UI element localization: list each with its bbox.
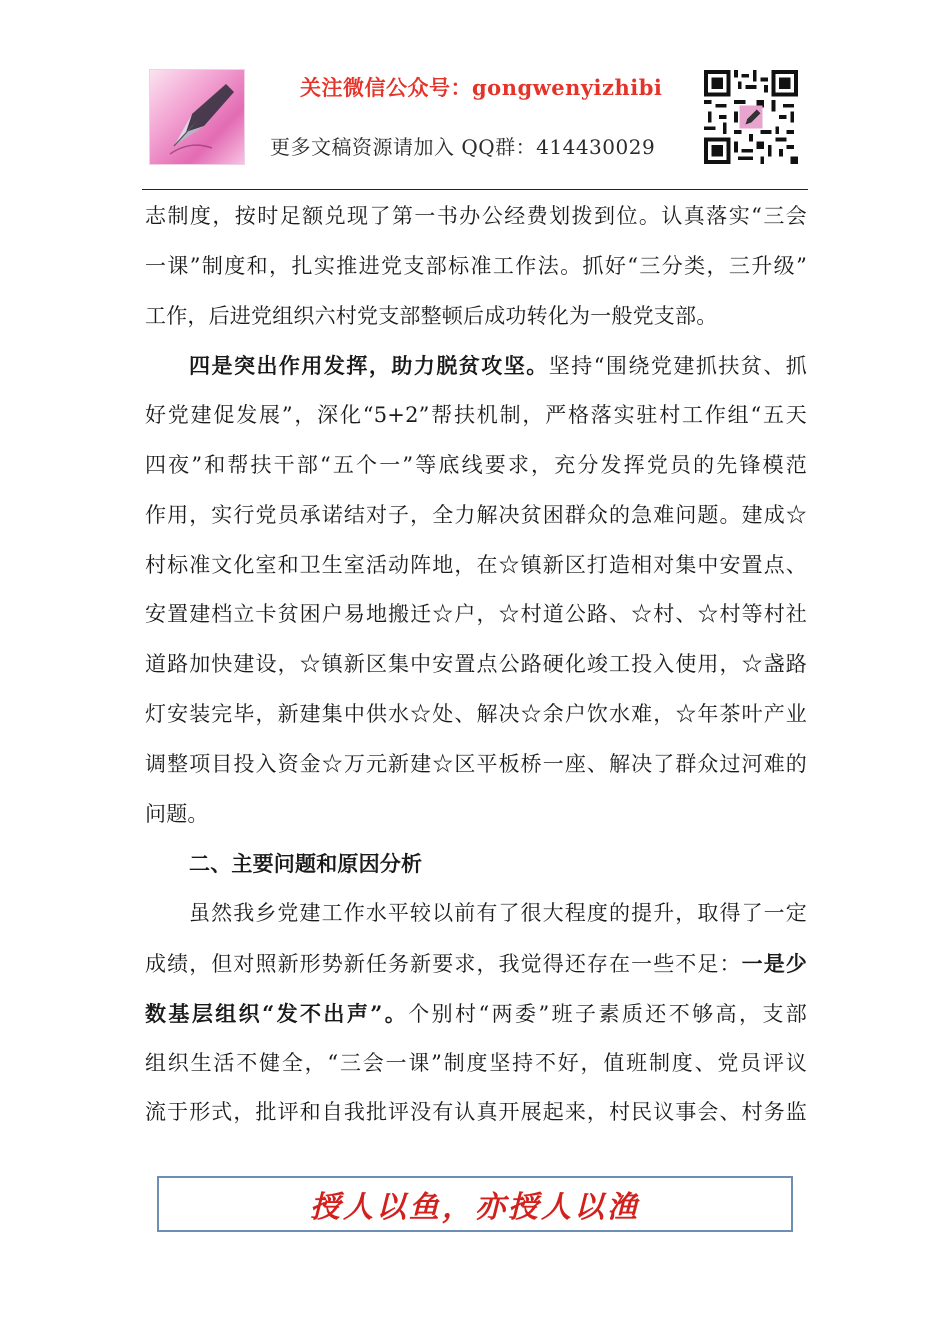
text-line xyxy=(145,292,807,342)
text-segment: 志制度，按时足额兑现了第一书办公经费划拨到位。认真落实“三会 xyxy=(145,204,807,228)
text-segment: 村标准文化室和卫生室活动阵地，在☆镇新区打造相对集中安置点、 xyxy=(145,552,807,577)
text-segment: 调整项目投入资金☆万元新建☆区平板桥一座、解决了群众过河难的 xyxy=(145,751,807,776)
footer-banner xyxy=(157,1176,793,1232)
qr-code-icon xyxy=(704,70,798,164)
text-line xyxy=(145,541,807,591)
text-line xyxy=(145,740,807,790)
banner-slogan: 授人以鱼，亦授人以渔 xyxy=(310,1190,640,1225)
text-line xyxy=(145,939,807,989)
text-segment: 四夜”和帮扶干部“五个一”等底线要求，充分发挥党员的先锋模范 xyxy=(145,452,807,477)
bold-text-segment: 数基层组织“发不出声”。 xyxy=(145,1000,409,1026)
wechat-account-line: 关注微信公众号：gongwenyizhibi xyxy=(300,75,663,100)
bold-text-segment: 二、主要问题和原因分析 xyxy=(189,851,423,877)
text-segment: 成绩，但对照新形势新任务新要求，我觉得还存在一些不足： xyxy=(145,951,742,976)
text-segment: 作用，实行党员承诺结对子，全力解决贫困群众的急难问题。建成☆ xyxy=(145,502,807,527)
text-line xyxy=(145,889,807,939)
text-segment: 道路加快建设，☆镇新区集中安置点公路硬化竣工投入使用，☆盏路 xyxy=(145,652,807,677)
text-line xyxy=(145,491,807,541)
text-line xyxy=(145,839,807,889)
bold-text-segment: 四是突出作用发挥，助力脱贫攻坚。 xyxy=(189,353,549,379)
text-segment: 安置建档立卡贫困户易地搬迁☆户，☆村道公路、☆村、☆村等村社 xyxy=(145,602,807,627)
text-segment: 灯安装完毕，新建集中供水☆处、解决☆余户饮水难，☆年茶叶产业 xyxy=(145,701,807,726)
text-line xyxy=(145,391,807,441)
text-line xyxy=(145,590,807,640)
text-line xyxy=(145,690,807,740)
bold-text-segment: 一是少 xyxy=(741,950,807,976)
text-segment: 问题。 xyxy=(145,801,209,826)
fountain-pen-logo xyxy=(150,70,244,164)
text-line xyxy=(145,1039,807,1089)
text-segment: 组织生活不健全，“三会一课”制度坚持不好，值班制度、党员评议 xyxy=(145,1050,807,1075)
text-line xyxy=(145,192,807,242)
document-body xyxy=(145,192,807,1138)
qq-group-line: 更多文稿资源请加入 QQ群：414430029 xyxy=(270,135,656,159)
header-divider xyxy=(142,189,808,190)
page-header xyxy=(0,0,950,192)
text-line xyxy=(145,989,807,1039)
text-segment: 个别村“两委”班子素质还不够高，支部 xyxy=(408,1001,807,1026)
text-line xyxy=(145,640,807,690)
text-segment: 坚持“围绕党建抓扶贫、抓 xyxy=(548,354,807,379)
text-segment: 虽然我乡党建工作水平较以前有了很大程度的提升，取得了一定 xyxy=(189,901,807,926)
text-line xyxy=(145,341,807,391)
text-segment: 好党建促发展”，深化“5+2”帮扶机制，严格落实驻村工作组“五天 xyxy=(145,403,807,428)
text-segment: 一课”制度和，扎实推进党支部标准工作法。抓好“三分类，三升级” xyxy=(145,253,807,278)
text-segment: 工作，后进党组织六村党支部整顿后成功转化为一般党支部。 xyxy=(145,303,718,328)
text-line xyxy=(145,1088,807,1138)
text-line xyxy=(145,790,807,840)
text-segment: 流于形式，批评和自我批评没有认真开展起来，村民议事会、村务监 xyxy=(145,1100,807,1125)
text-line xyxy=(145,242,807,292)
pen-nib-icon xyxy=(150,70,244,164)
text-line xyxy=(145,441,807,491)
